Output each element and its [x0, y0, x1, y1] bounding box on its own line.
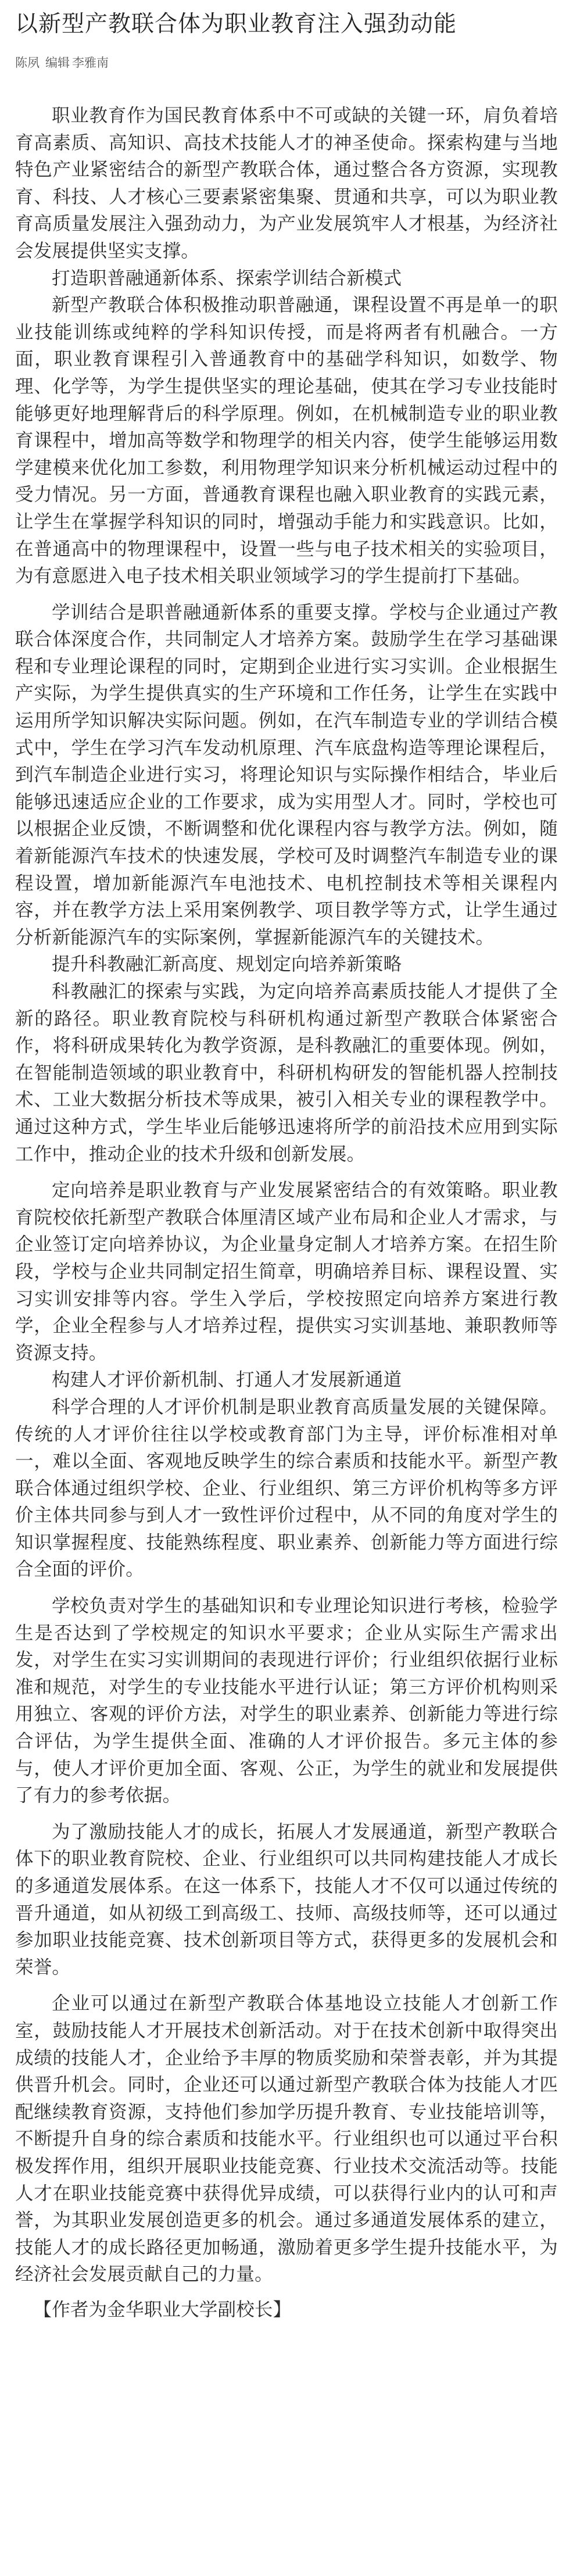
- editor-name: 李雅南: [72, 56, 109, 70]
- paragraph: 科学合理的人才评价机制是职业教育高质量发展的关键保障。传统的人才评价往往以学校或教育部门为主导，评价标准相对单一，难以全面、客观地反映学生的综合素质和技能水平。新型产教联合体通过组织学校、企业、行业组织、第三方评价机构等多方评价主体共同参与到人才一致性评价过程中，从不同的角度对学生的知识掌握程度、技能熟练程度、职业素养、创新能力等方面进行综合全面的评价。: [15, 1396, 558, 1580]
- article-body: [15, 102, 558, 2324]
- author-name: 陈夙: [15, 56, 40, 70]
- paragraph: 定向培养是职业教育与产业发展紧密结合的有效策略。职业教育院校依托新型产教联合体厘清区域产业布局和企业人才需求，与企业签订定向培养协议，为企业量身定制人才培养方案。在招生阶段，学校与企业共同制定招生简章，明确培养目标、课程设置、实习实训安排等内容。学生入学后，学校按照定向培养方案进行教学，企业全程参与人才培养过程，提供实习实训基地、兼职教师等资源支持。: [15, 1180, 558, 1364]
- paragraph: 职业教育作为国民教育体系中不可或缺的关键一环，肩负着培育高素质、高知识、高技术技能人才的神圣使命。探索构建与当地特色产业紧密结合的新型产教联合体，通过整合各方资源，实现教育、科技、人才核心三要素紧密集聚、贯通和共享，可以为职业教育高质量发展注入强劲动力，为产业发展筑牢人才根基，为经济社会发展提供坚实支撑。: [15, 105, 558, 262]
- article-title: 以新型产教联合体为职业教育注入强劲动能: [15, 11, 457, 37]
- paragraph: 学训结合是职普融通新体系的重要支撑。学校与企业通过产教联合体深度合作，共同制定人才培养方案。鼓励学生在学习基础课程和专业理论课程的同时，定期到企业进行实习实训。企业根据生产实际，为学生提供真实的生产环境和工作任务，让学生在实践中运用所学知识解决实际问题。例如，在汽车制造专业的学训结合模式中，学生在学习汽车发动机原理、汽车底盘构造等理论课程后，到汽车制造企业进行实习，将理论知识与实际操作相结合，毕业后能够迅速适应企业的工作要求，成为实用型人才。同时，学校也可以根据企业反馈，不断调整和优化课程内容与教学方法。例如，随着新能源汽车技术的快速发展，学校可及时调整汽车制造专业的课程设置，增加新能源汽车电池技术、电机控制技术等相关课程内容，并在教学方法上采用案例教学、项目教学等方式，让学生通过分析新能源汽车的实际案例，掌握新能源汽车的关键技术。: [15, 602, 558, 948]
- paragraph: 科教融汇的探索与实践，为定向培养高素质技能人才提供了全新的路径。职业教育院校与科研机构通过新型产教联合体紧密合作，将科研成果转化为教学资源，是科教融汇的重要体现。例如，在智能制造领域的职业教育中，科研机构研发的智能机器人控制技术、工业大数据分析技术等成果，被引入相关专业的课程教学中。通过这种方式，学生毕业后能够迅速将所学的前沿技术应用到实际工作中，推动企业的技术升级和创新发展。: [15, 981, 558, 1165]
- paragraph: 学校负责对学生的基础知识和专业理论知识进行考核，检验学生是否达到了学校规定的知识水平要求；企业从实际生产需求出发，对学生在实习实训期间的表现进行评价；行业组织依据行业标准和规范，对学生的专业技能水平进行认证；第三方评价机构则采用独立、客观的评价方法，对学生的职业素养、创新能力等进行综合评估，为学生提供全面、准确的人才评价报告。多元主体的参与，使人才评价更加全面、客观、公正，为学生的就业和发展提供了有力的参考依据。: [15, 1595, 558, 1806]
- section-heading: 构建人才评价新机制、打通人才发展新通道: [52, 1369, 402, 1391]
- paragraph: 新型产教联合体积极推动职普融通，课程设置不再是单一的职业技能训练或纯粹的学科知识传授，而是将两者有机融合。一方面，职业教育课程引入普通教育中的基础学科知识，如数学、物理、化学等，为学生提供坚实的理论基础，使其在学习专业技能时能够更好地理解背后的科学原理。例如，在机械制造专业的职业教育课程中，增加高等数学和物理学的相关内容，使学生能够运用数学建模来优化加工参数，利用物理学知识来分析机械运动过程中的受力情况。另一方面，普通教育课程也融入职业教育的实践元素，让学生在掌握学科知识的同时，增强动手能力和实践意识。比如，在普通高中的物理课程中，设置一些与电子技术相关的实验项目，为有意愿进入电子技术相关职业领域学习的学生提前打下基础。: [15, 295, 558, 587]
- editor-label: 编辑: [45, 56, 70, 70]
- article: [0, 8, 573, 2324]
- paragraph: 企业可以通过在新型产教联合体基地设立技能人才创新工作室，鼓励技能人才开展技术创新活动。对于在技术创新中取得突出成绩的技能人才，企业给予丰厚的物质奖励和荣誉表彰，并为其提供晋升机会。同时，企业还可以通过新型产教联合体为技能人才匹配继续教育资源，支持他们参加学历提升教育、专业技能培训等，不断提升自身的综合素质和技能水平。行业组织也可以通过平台积极发挥作用，组织开展职业技能竞赛、行业技术交流活动等。技能人才在职业技能竞赛中获得优异成绩，可以获得行业内的认可和声誉，为其职业发展创造更多的机会。通过多通道发展体系的建立，技能人才的成长路径更加畅通，激励着更多学生提升技能水平，为经济社会发展贡献自己的力量。: [15, 1993, 558, 2285]
- byline: [15, 53, 558, 72]
- paragraph: 为了激励技能人才的成长，拓展人才发展通道，新型产教联合体下的职业教育院校、企业、行业组织可以共同构建技能人才成长的多通道发展体系。在这一体系下，技能人才不仅可以通过传统的晋升通道，如从初级工到高级工、技师、高级技师等，还可以通过参加职业技能竞赛、技术创新项目等方式，获得更多的发展机会和荣誉。: [15, 1821, 558, 1978]
- section-heading: 提升科教融汇新高度、规划定向培养新策略: [52, 954, 402, 975]
- author-note: 【作者为金华职业大学副校长】: [33, 2299, 292, 2320]
- section-heading: 打造职普融通新体系、探索学训结合新模式: [52, 267, 402, 289]
